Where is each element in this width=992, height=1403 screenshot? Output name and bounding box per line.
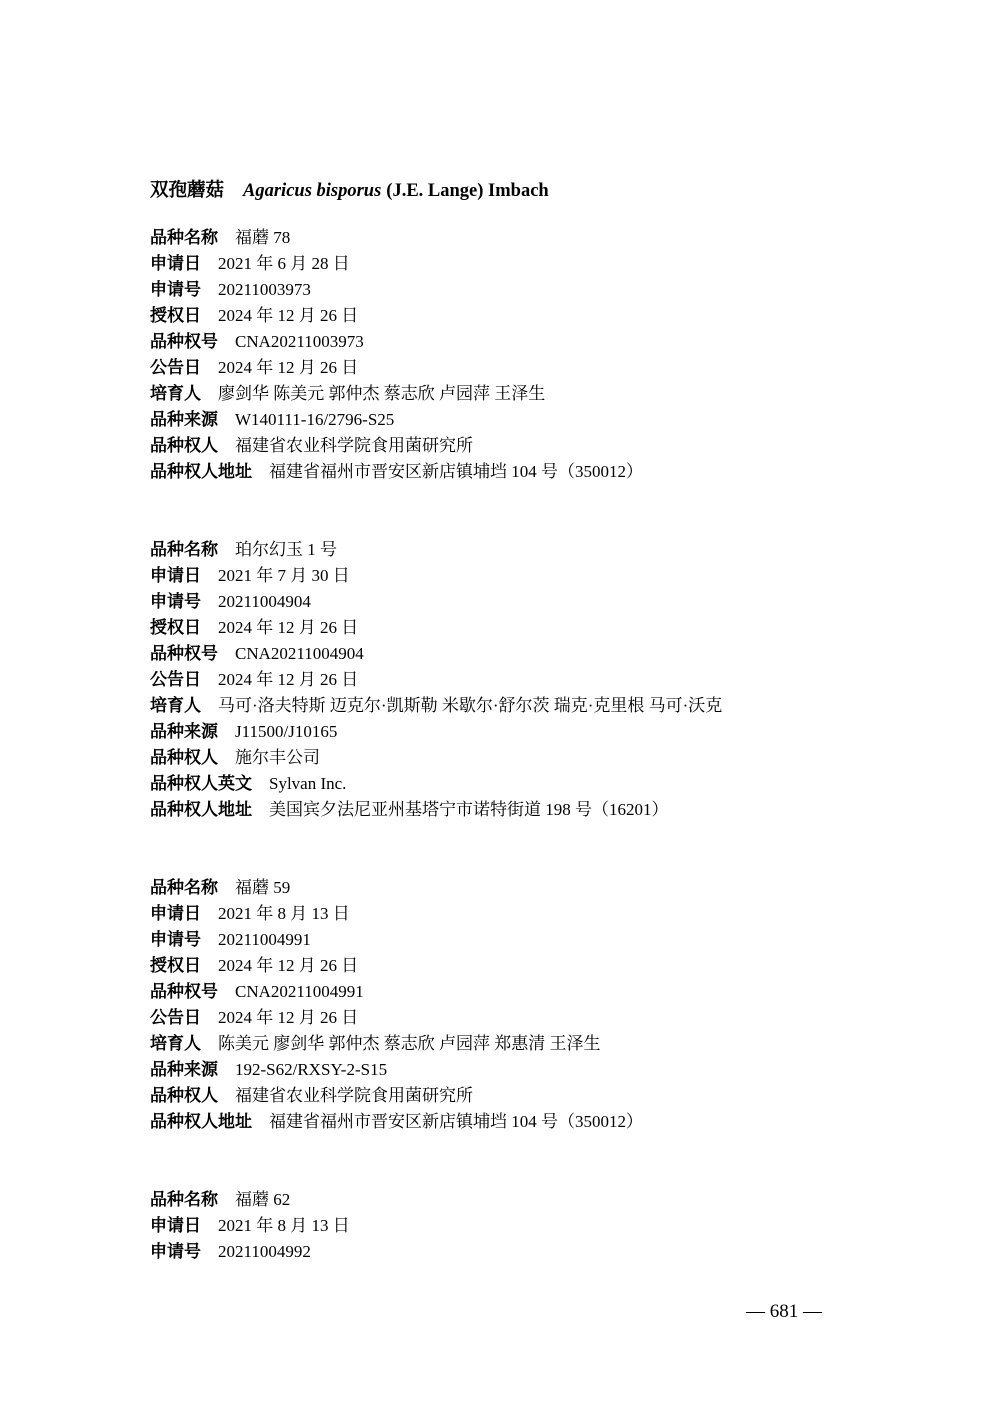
field-row: [150, 225, 643, 251]
field-row: [150, 875, 643, 901]
field-value: W140111-16/2796-S25: [235, 410, 395, 429]
field-label: 品种权号: [150, 332, 218, 351]
field-row: [150, 927, 643, 953]
field-row: [150, 1031, 643, 1057]
field-row: [150, 1213, 350, 1239]
field-value: 2021 年 7 月 30 日: [218, 566, 350, 585]
field-row: [150, 1109, 643, 1135]
field-value: 福建省农业科学院食用菌研究所: [235, 436, 473, 455]
field-value: 2021 年 6 月 28 日: [218, 254, 350, 273]
field-label: 品种权人地址: [150, 1112, 252, 1131]
species-name-latin: Agaricus bisporus: [243, 181, 382, 201]
field-value: 20211004992: [218, 1242, 311, 1261]
field-value: J11500/J10165: [235, 722, 338, 741]
field-value: 福蘑 78: [235, 228, 291, 247]
field-row: [150, 641, 722, 667]
field-label: 培育人: [150, 1034, 201, 1053]
variety-entry-fumo-62: [150, 1187, 350, 1265]
field-row: [150, 251, 643, 277]
field-row: [150, 745, 722, 771]
field-row: [150, 719, 722, 745]
field-value: 192-S62/RXSY-2-S15: [235, 1060, 388, 1079]
field-value: CNA20211004904: [235, 644, 364, 663]
field-value: 2021 年 8 月 13 日: [218, 904, 350, 923]
field-label: 申请日: [150, 254, 201, 273]
field-label: 品种名称: [150, 540, 218, 559]
field-row: [150, 459, 643, 485]
field-label: 申请日: [150, 904, 201, 923]
field-label: 品种权人英文: [150, 774, 252, 793]
field-value: 20211003973: [218, 280, 311, 299]
field-value: 2024 年 12 月 26 日: [218, 1008, 359, 1027]
field-label: 申请日: [150, 566, 201, 585]
field-value: 2021 年 8 月 13 日: [218, 1216, 350, 1235]
field-value: 福蘑 59: [235, 878, 291, 897]
field-value: 2024 年 12 月 26 日: [218, 358, 359, 377]
field-value: 福蘑 62: [235, 1190, 291, 1209]
field-value: 施尔丰公司: [235, 748, 320, 767]
field-label: 申请号: [150, 1242, 201, 1261]
field-row: [150, 953, 643, 979]
field-row: [150, 1005, 643, 1031]
field-value: CNA20211003973: [235, 332, 364, 351]
field-value: 福建省农业科学院食用菌研究所: [235, 1086, 473, 1105]
field-label: 公告日: [150, 670, 201, 689]
field-value: 廖剑华 陈美元 郭仲杰 蔡志欣 卢园萍 王泽生: [218, 384, 546, 403]
field-label: 申请号: [150, 280, 201, 299]
variety-entry-fumo-78: [150, 225, 643, 485]
field-value: 福建省福州市晋安区新店镇埔垱 104 号（350012）: [269, 1112, 643, 1131]
species-title: [150, 176, 549, 202]
field-row: [150, 797, 722, 823]
field-label: 培育人: [150, 696, 201, 715]
variety-entry-poerhuanyu-1: [150, 537, 722, 823]
field-value: 陈美元 廖剑华 郭仲杰 蔡志欣 卢园萍 郑惠清 王泽生: [218, 1034, 601, 1053]
field-label: 品种来源: [150, 722, 218, 741]
field-row: [150, 537, 722, 563]
field-row: [150, 433, 643, 459]
field-row: [150, 615, 722, 641]
field-value: CNA20211004991: [235, 982, 364, 1001]
field-label: 申请日: [150, 1216, 201, 1235]
field-value: 20211004904: [218, 592, 311, 611]
field-value: 珀尔幻玉 1 号: [235, 540, 337, 559]
field-row: [150, 563, 722, 589]
field-label: 授权日: [150, 956, 201, 975]
field-row: [150, 1239, 350, 1265]
field-value: 美国宾夕法尼亚州基塔宁市诺特街道 198 号（16201）: [269, 800, 669, 819]
field-label: 品种名称: [150, 878, 218, 897]
field-label: 品种权人地址: [150, 462, 252, 481]
field-row: [150, 771, 722, 797]
field-label: 申请号: [150, 930, 201, 949]
field-label: 品种来源: [150, 410, 218, 429]
field-value: Sylvan Inc.: [269, 774, 347, 793]
field-label: 品种权人地址: [150, 800, 252, 819]
field-row: [150, 355, 643, 381]
field-row: [150, 381, 643, 407]
field-row: [150, 693, 722, 719]
field-label: 品种来源: [150, 1060, 218, 1079]
field-row: [150, 589, 722, 615]
field-label: 申请号: [150, 592, 201, 611]
field-row: [150, 979, 643, 1005]
field-row: [150, 407, 643, 433]
field-value: 福建省福州市晋安区新店镇埔垱 104 号（350012）: [269, 462, 643, 481]
field-label: 公告日: [150, 1008, 201, 1027]
field-row: [150, 1083, 643, 1109]
field-label: 品种权号: [150, 644, 218, 663]
field-label: 授权日: [150, 306, 201, 325]
species-authority: (J.E. Lange) Imbach: [386, 181, 549, 201]
field-value: 2024 年 12 月 26 日: [218, 306, 359, 325]
field-row: [150, 329, 643, 355]
field-value: 20211004991: [218, 930, 311, 949]
page-number: — 681 —: [746, 1301, 822, 1322]
field-label: 品种权号: [150, 982, 218, 1001]
field-label: 品种权人: [150, 1086, 218, 1105]
field-value: 马可·洛夫特斯 迈克尔·凯斯勒 米歇尔·舒尔茨 瑞克·克里根 马可·沃克: [218, 696, 723, 715]
species-name-chinese: 双孢蘑菇: [150, 181, 225, 201]
field-value: 2024 年 12 月 26 日: [218, 956, 359, 975]
field-label: 公告日: [150, 358, 201, 377]
field-row: [150, 303, 643, 329]
field-label: 授权日: [150, 618, 201, 637]
field-row: [150, 277, 643, 303]
field-row: [150, 1057, 643, 1083]
field-value: 2024 年 12 月 26 日: [218, 618, 359, 637]
field-label: 品种权人: [150, 436, 218, 455]
field-label: 品种名称: [150, 228, 218, 247]
field-label: 品种名称: [150, 1190, 218, 1209]
field-label: 品种权人: [150, 748, 218, 767]
field-value: 2024 年 12 月 26 日: [218, 670, 359, 689]
field-row: [150, 1187, 350, 1213]
variety-entry-fumo-59: [150, 875, 643, 1135]
field-label: 培育人: [150, 384, 201, 403]
field-row: [150, 901, 643, 927]
field-row: [150, 667, 722, 693]
